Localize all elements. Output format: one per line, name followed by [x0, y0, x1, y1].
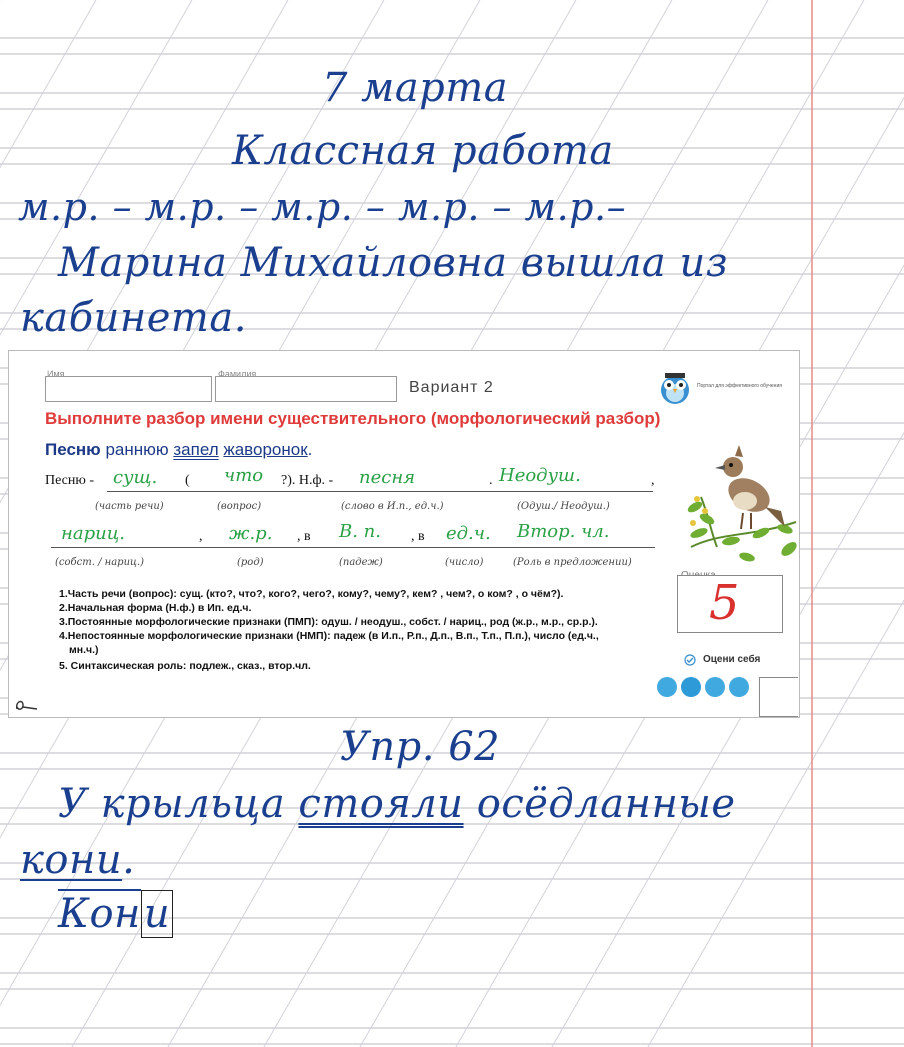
smiley-sad-icon[interactable]: [705, 677, 725, 697]
smiley-excellent-icon[interactable]: [657, 677, 677, 697]
row2-sep2: , в: [411, 529, 425, 544]
legend-item-5: 5. Синтаксическая роль: подлеж., сказ., втор.чл.: [59, 660, 311, 672]
legend-item-3: 3.Постоянные морфологические признаки (ПМП): одуш. / неодуш., собст. / нариц., род (ж.р., м.р., ср.р.).: [59, 616, 598, 628]
row2-sep1: , в: [297, 529, 311, 544]
legend-item-4: 4.Непостоянные морфологические признаки (НМП): падеж (в И.п., Р.п., Д.п., В.п., Т.п., П.п.), число (ед.ч.,: [59, 630, 599, 642]
row1-comma: ,: [651, 473, 655, 488]
sentence2-predicate: стояли: [298, 781, 464, 827]
lark-bird-illustration: [681, 437, 799, 569]
pattern-line: м.р. – м.р. – м.р. – м.р. – м.р.–: [18, 185, 627, 229]
row2-gender: ж.р.: [229, 523, 273, 544]
checkbox-icon[interactable]: [684, 654, 696, 666]
row1-animacy: Неодуш.: [499, 465, 581, 486]
row1-dot: .: [489, 473, 493, 488]
morphology-worksheet: [8, 350, 800, 718]
row1-initial-form: песня: [359, 467, 416, 488]
smiley-good-icon[interactable]: [681, 677, 701, 697]
row2-case: В. п.: [339, 521, 381, 542]
legend: [59, 587, 599, 673]
name-field[interactable]: [45, 376, 212, 402]
row2-common-proper: нариц.: [61, 523, 125, 544]
sentence1-line2: кабинета.: [20, 295, 247, 341]
sentence2-end: .: [122, 837, 136, 883]
hint-common-proper: (собст. / нариц.): [55, 557, 145, 568]
heading-classwork: Классная работа: [232, 128, 614, 174]
hint-part-of-speech: (часть речи): [95, 501, 164, 512]
owl-logo-icon: [657, 371, 693, 405]
sentence2-part1: У крыльца: [58, 781, 299, 827]
hint-number: (число): [445, 557, 484, 568]
row2-number: ед.ч.: [446, 523, 491, 544]
word-ending: и: [141, 890, 173, 938]
surname-label: Фамилия: [218, 369, 257, 379]
legend-item-2: 2.Начальная форма (Н.ф.) в Ип. ед.ч.: [59, 602, 252, 614]
sentence-end: .: [307, 440, 313, 459]
grade-value: 5: [709, 575, 740, 631]
name-label: Имя: [47, 369, 65, 379]
word-analysis: [58, 891, 173, 937]
row2-syntactic-role: Втор. чл.: [517, 521, 610, 542]
row1-label: Песню -: [45, 473, 94, 488]
sentence-word-lark: жаворонок: [223, 440, 308, 459]
sentence2-subject: кони: [20, 837, 123, 883]
hint-animacy: (Одуш./ Неодуш.): [517, 501, 610, 512]
row1-part-of-speech: сущ.: [113, 467, 158, 488]
word-stem: Кон: [58, 891, 141, 937]
hint-gender: (род): [237, 557, 264, 568]
print-frame: [759, 677, 798, 717]
sentence2-line1: [58, 781, 736, 827]
legend-item-1: 1.Часть речи (вопрос): сущ. (кто?, что?, кого?, чего?, кому?, чему?, кем? , чем?, о ком? , о чём?).: [59, 588, 564, 600]
sentence2-part2: осёдланные: [463, 781, 736, 827]
row1-nf-label: ?). Н.ф. -: [281, 473, 334, 488]
portal-caption: Портал для эффективного обучения: [697, 383, 782, 389]
variant-label: Вариант 2: [409, 379, 494, 396]
signature-mark-icon: [13, 697, 39, 713]
sentence-word-early: раннюю: [105, 440, 169, 459]
smiley-neutral-icon[interactable]: [729, 677, 749, 697]
worksheet-title: Выполните разбор имени существительного (морфологический разбор): [45, 409, 661, 428]
date-line: 7 марта: [322, 65, 509, 111]
task-sentence: [45, 440, 312, 460]
sentence2-line2: [20, 837, 136, 883]
hint-case: (падеж): [339, 557, 383, 568]
sentence1-line1: Марина Михайловна вышла из: [58, 240, 729, 286]
hint-initial-form: (слово в И.п., ед.ч.): [341, 501, 444, 512]
legend-item-4-cont: мн.ч.): [69, 644, 99, 656]
exercise-heading: Упр. 62: [340, 724, 501, 770]
self-check-label: Оцени себя: [703, 654, 761, 665]
sentence-word-song: Песню: [45, 440, 101, 459]
row2-comma: ,: [199, 529, 203, 544]
row2-answer-line: [51, 547, 655, 548]
hint-question: (вопрос): [217, 501, 262, 512]
row1-open-paren: (: [185, 473, 190, 488]
row1-question: что: [224, 465, 264, 486]
hint-syntactic-role: (Роль в предложении): [513, 557, 632, 568]
sentence-word-sang: запел: [173, 440, 219, 459]
surname-field[interactable]: [215, 376, 397, 402]
row1-answer-line: [107, 491, 653, 492]
